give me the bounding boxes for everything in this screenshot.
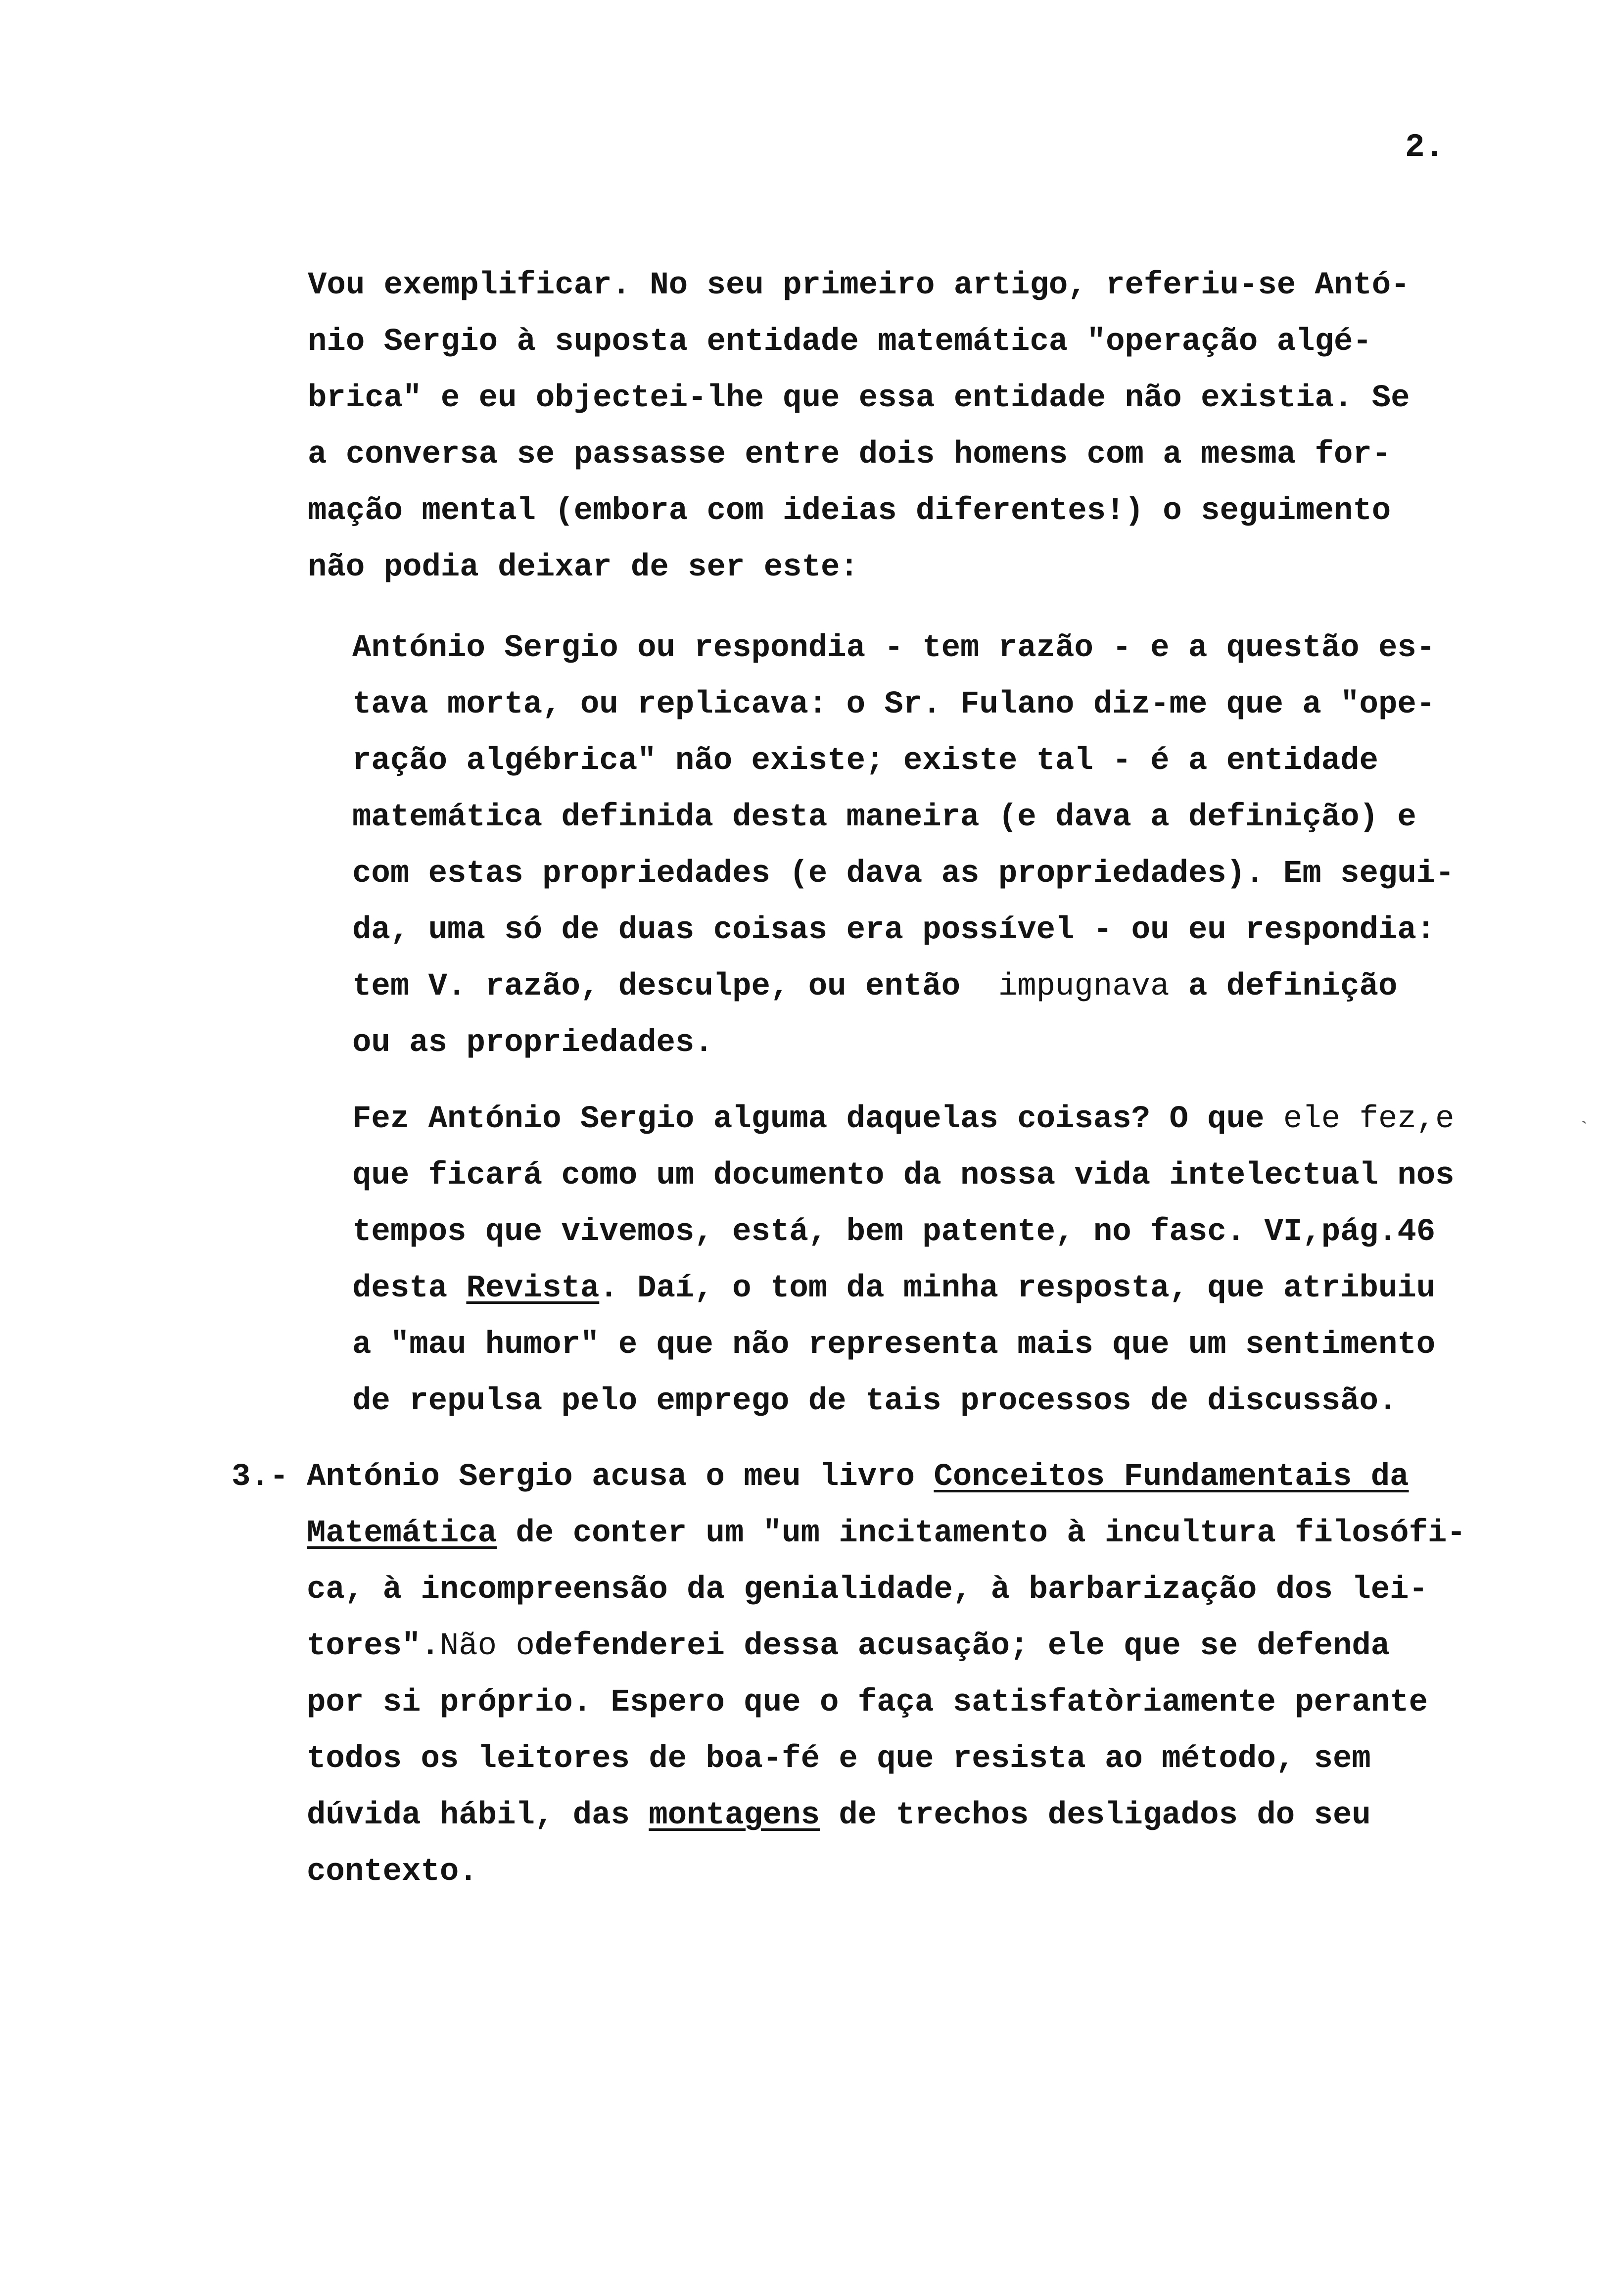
text-line: tempos que vivemos, está, bem patente, no fasc. VI,pág.46 <box>352 1214 1436 1250</box>
text-line <box>307 1449 1466 1505</box>
paragraph-1 <box>308 257 1410 596</box>
underlined-title: Conceitos Fundamentais da <box>934 1459 1409 1495</box>
text-line: Vou exemplificar. No seu primeiro artigo, referiu-se Antó- <box>308 268 1410 303</box>
text-line: contexto. <box>307 1854 478 1890</box>
text-segment: de trechos desligados do seu <box>839 1798 1371 1833</box>
text-segment: Fez António Sergio alguma daquelas coisas? O que <box>352 1101 1265 1137</box>
text-line: com estas propriedades (e dava as propriedades). Em segui- <box>352 856 1455 892</box>
text-line <box>352 1091 1455 1148</box>
text-line: ração algébrica" não existe; existe tal - é a entidade <box>352 743 1378 779</box>
text-segment: tores". <box>307 1628 440 1664</box>
text-line: matemática definida desta maneira (e dava a definição) e <box>352 800 1416 835</box>
text-segment: dúvida hábil, das <box>307 1798 630 1833</box>
text-segment: tem V. razão, desculpe, ou então <box>352 969 960 1004</box>
text-line: nio Sergio à suposta entidade matemática "operação algé- <box>308 324 1372 360</box>
text-segment: António Sergio acusa o meu livro <box>307 1459 915 1495</box>
margin-mark: ` <box>1578 1119 1591 1142</box>
text-segment: . Daí, o tom da minha resposta, que atribuiu <box>599 1271 1436 1306</box>
text-line: ou as propriedades. <box>352 1025 713 1061</box>
text-line <box>352 1260 1455 1317</box>
typed-insert: Não o <box>439 1628 535 1664</box>
text-line <box>307 1505 1466 1562</box>
text-line <box>307 1618 1466 1674</box>
text-line: a "mau humor" e que não representa mais que um sentimento <box>352 1327 1436 1363</box>
underlined-word: montagens <box>649 1798 820 1833</box>
text-segment: desta <box>352 1271 448 1306</box>
text-line: todos os leitores de boa-fé e que resista ao método, sem <box>307 1741 1371 1777</box>
text-segment: defenderei dessa acusação; ele que se defenda <box>534 1628 1390 1664</box>
paragraph-3-indented <box>352 1091 1455 1430</box>
text-line: que ficará como um documento da nossa vida intelectual nos <box>352 1158 1455 1194</box>
text-line <box>307 1787 1466 1844</box>
typed-insert: ele fez,e <box>1283 1101 1455 1137</box>
text-line: António Sergio ou respondia - tem razão - e a questão es- <box>352 630 1436 666</box>
text-line: da, uma só de duas coisas era possível - ou eu respondia: <box>352 912 1436 948</box>
typed-insert: impugnava <box>998 969 1170 1004</box>
list-number: 3.- <box>232 1459 289 1495</box>
text-segment: a definição <box>1188 969 1398 1004</box>
text-line: não podia deixar de ser este: <box>308 550 859 585</box>
paragraph-2-indented <box>352 620 1455 1071</box>
list-item-text <box>307 1449 1466 1900</box>
text-line: a conversa se passasse entre dois homens com a mesma for- <box>308 437 1391 473</box>
text-line: brica" e eu objectei-lhe que essa entidade não existia. Se <box>308 381 1410 416</box>
underlined-title: Revista <box>466 1271 600 1306</box>
text-line <box>352 958 1455 1015</box>
page-number: 2. <box>1405 129 1445 166</box>
text-line: tava morta, ou replicava: o Sr. Fulano diz-me que a "ope- <box>352 687 1436 722</box>
text-line: por si próprio. Espero que o faça satisfatòriamente perante <box>307 1685 1428 1721</box>
text-line: de repulsa pelo emprego de tais processos de discussão. <box>352 1384 1398 1419</box>
text-segment: de conter um "um incitamento à incultura filosófi- <box>516 1516 1466 1551</box>
underlined-title: Matemática <box>307 1516 497 1551</box>
text-line: ca, à incompreensão da genialidade, à barbarização dos lei- <box>307 1572 1428 1608</box>
text-line: mação mental (embora com ideias diferentes!) o seguimento <box>308 493 1391 529</box>
